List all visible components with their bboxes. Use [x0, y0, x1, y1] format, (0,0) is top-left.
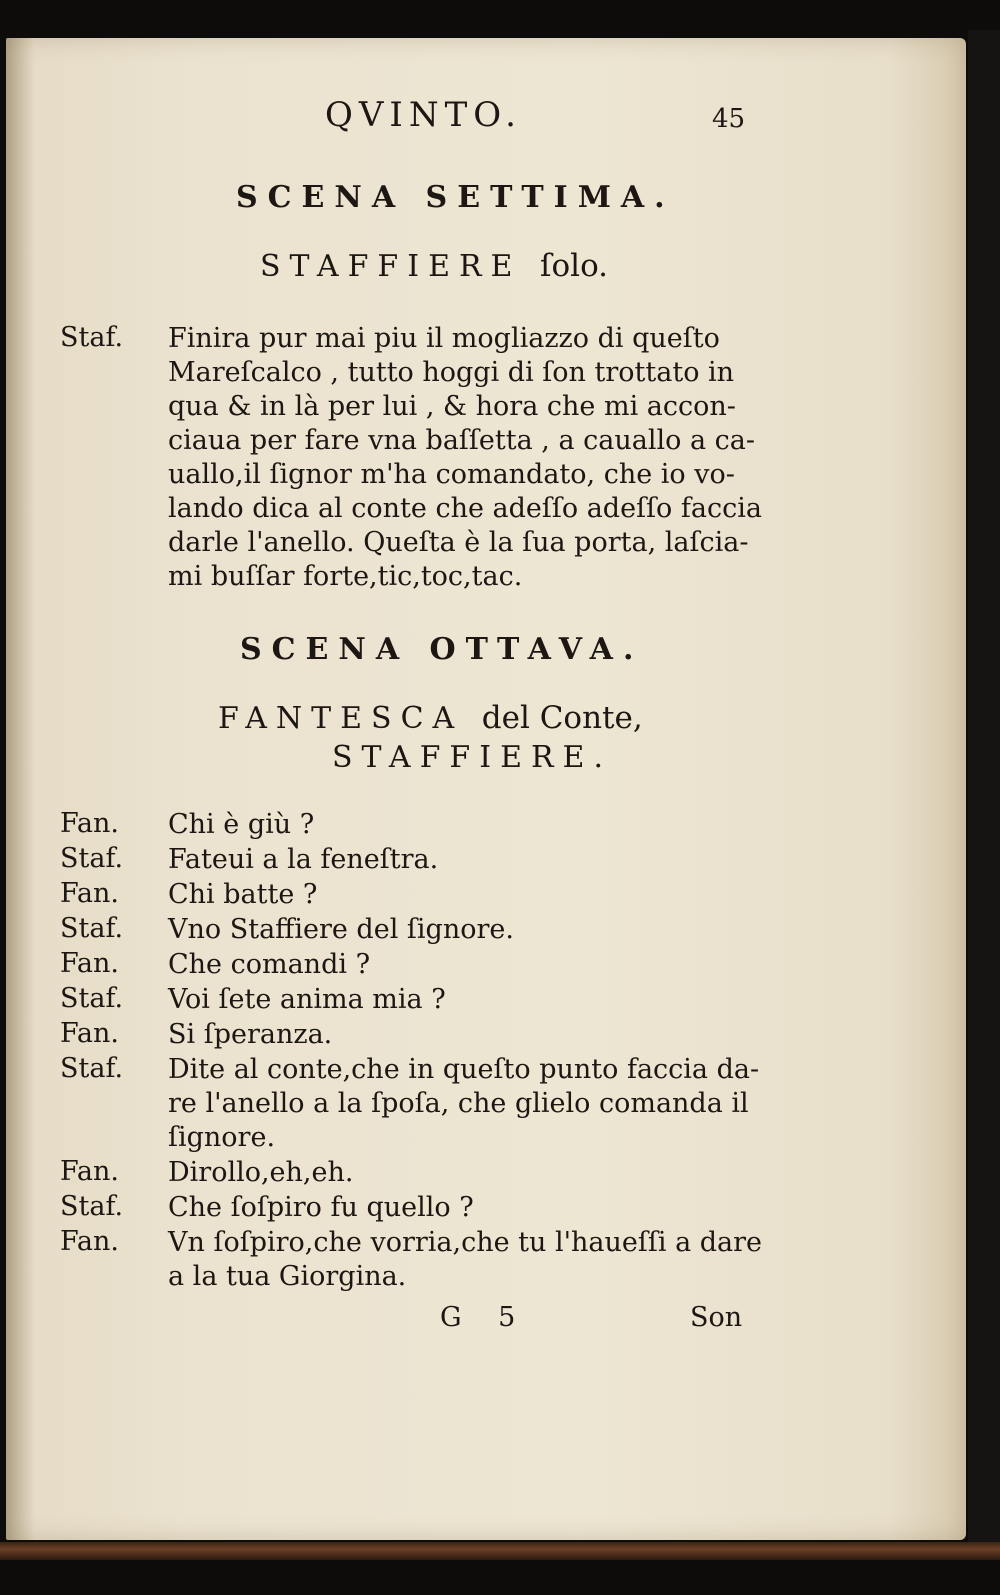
speech-line: qua & in là per lui , & hora che mi accon-	[168, 391, 736, 422]
scene-title-8: SCENA OTTAVA.	[240, 632, 644, 667]
speaker-tag: Fan.	[60, 878, 119, 909]
running-title: QVINTO.	[325, 95, 522, 135]
speech-line: Dite al conte,che in queſto punto faccia da-	[168, 1054, 760, 1085]
speaker-tag: Staf.	[60, 1053, 124, 1084]
page-number: 45	[712, 104, 746, 134]
speech-line: Finira pur mai piu il mogliazzo di queſto	[168, 323, 720, 354]
character-staffiere: STAFFIERE	[260, 249, 522, 284]
speech-line: Chi batte ?	[168, 879, 318, 910]
speech-line: Dirollo,eh,eh.	[168, 1157, 354, 1188]
speech-line: re l'anello a la ſpoſa, che glielo comanda il	[168, 1088, 749, 1119]
characters-note: del Conte,	[481, 700, 643, 736]
book-edge-right	[968, 30, 1000, 1560]
speaker-tag: Fan.	[60, 1018, 119, 1049]
speech-line: lando dica al conte che adeſſo adeſſo faccia	[168, 493, 762, 524]
speech-block	[168, 1226, 762, 1294]
speaker-tag: Staf.	[60, 913, 124, 944]
speech-line: Fateui a la feneſtra.	[168, 844, 439, 875]
catchword: Son	[690, 1302, 743, 1333]
character-fantesca: FANTESCA	[218, 701, 464, 736]
scene-title-7: SCENA SETTIMA.	[236, 180, 675, 215]
speech-line: Voi ſete anima mia ?	[168, 984, 446, 1015]
speaker-tag: Staf.	[60, 983, 124, 1014]
speech-line: Mareſcalco , tutto hoggi di ſon trottato in	[168, 357, 735, 388]
speaker-tag: Staf.	[60, 843, 124, 874]
speech-line: Vn ſoſpiro,che vorria,che tu l'haueſſi a dare	[168, 1227, 763, 1258]
speech-line: uallo,il ſignor m'ha comandato, che io vo-	[168, 459, 735, 490]
speech-line: mi buſſar forte,tic,toc,tac.	[168, 561, 523, 592]
speaker-tag: Fan.	[60, 808, 119, 839]
book-edge-bottom	[0, 1542, 1000, 1560]
speaker-tag: Fan.	[60, 948, 119, 979]
characters-note: ſolo.	[540, 248, 609, 284]
speech-line: a la tua Giorgina.	[168, 1261, 407, 1292]
speech-block	[168, 322, 762, 594]
speech-line: Chi è giù ?	[168, 809, 315, 840]
speech-line: darle l'anello. Queſta è la ſua porta, laſcia-	[168, 527, 749, 558]
scene-8-characters-line2: STAFFIERE.	[332, 740, 612, 775]
speech-line: Vno Staffiere del ſignore.	[168, 914, 514, 945]
speaker-tag: Staf.	[60, 1191, 124, 1222]
speech-block	[168, 1053, 759, 1155]
speaker-tag: Fan.	[60, 1226, 119, 1257]
scene-8-characters-line1	[218, 700, 643, 736]
speech-line: Che ſoſpiro fu quello ?	[168, 1192, 474, 1223]
signature-mark: G 5	[440, 1302, 530, 1333]
speech-line: ciaua per fare vna baſſetta , a cauallo a ca-	[168, 425, 755, 456]
speaker-tag: Fan.	[60, 1156, 119, 1187]
speech-line: Si ſperanza.	[168, 1019, 333, 1050]
scene-7-characters	[260, 248, 608, 284]
speech-line: Che comandi ?	[168, 949, 371, 980]
speech-line: ſignore.	[168, 1122, 276, 1153]
speaker-tag: Staf.	[60, 322, 124, 353]
